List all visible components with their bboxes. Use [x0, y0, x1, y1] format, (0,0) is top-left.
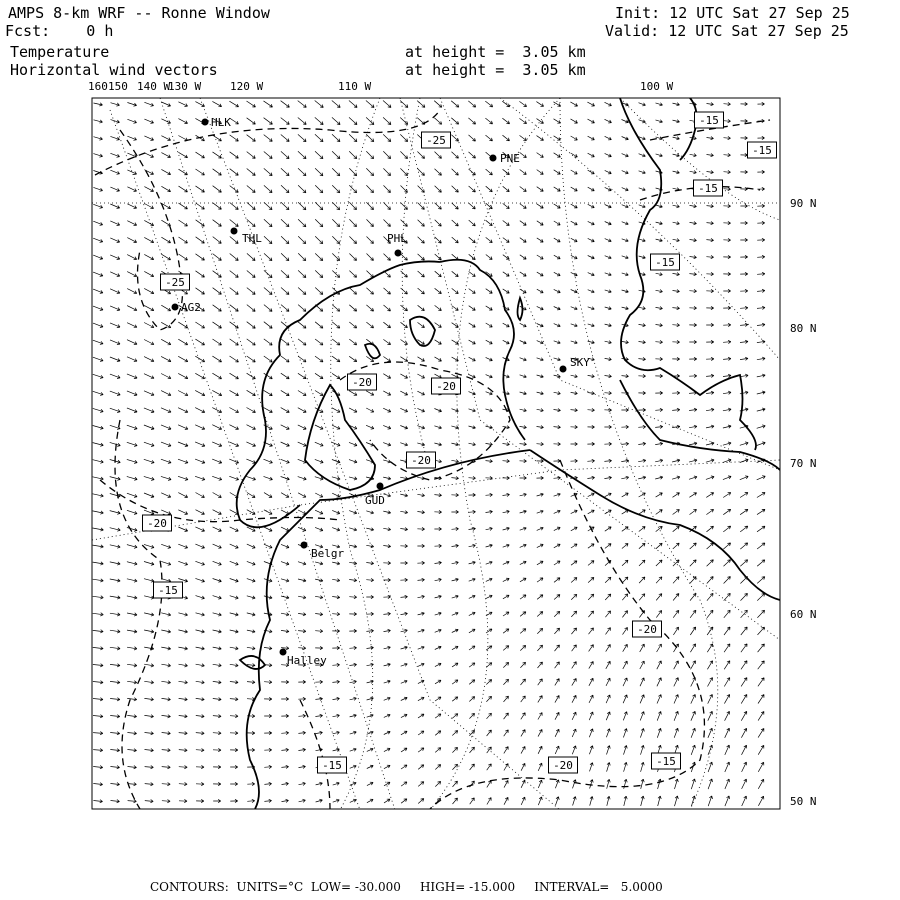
contour-labels [143, 112, 777, 773]
svg-text:-25: -25 [165, 276, 185, 289]
svg-text:SKY: SKY [570, 356, 590, 369]
lon-label: 160 [88, 80, 108, 93]
lon-label: 110 W [338, 80, 372, 93]
contour-label [422, 132, 451, 148]
svg-text:Halley: Halley [287, 654, 327, 667]
forecast-hour: Fcst: 0 h [5, 22, 114, 40]
valid-time: Valid: 12 UTC Sat 27 Sep 25 [605, 22, 849, 40]
longitude-labels [88, 80, 673, 93]
lon-label: 100 W [640, 80, 674, 93]
lat-label: 80 N [790, 322, 817, 335]
lat-label: 60 N [790, 608, 817, 621]
svg-text:-15: -15 [322, 759, 342, 772]
svg-text:GUD: GUD [365, 494, 385, 507]
latitude-labels [790, 197, 817, 808]
lon-label: 120 W [230, 80, 264, 93]
contour-label [695, 112, 724, 128]
contour-label [432, 378, 461, 394]
svg-text:-15: -15 [699, 114, 719, 127]
svg-text:-20: -20 [553, 759, 573, 772]
height-wind: at height = 3.05 km [405, 61, 586, 79]
station-sky [560, 356, 591, 373]
init-time: Init: 12 UTC Sat 27 Sep 25 [615, 4, 850, 22]
contour-label [694, 180, 723, 196]
coastline [237, 98, 780, 809]
contour-label [407, 452, 436, 468]
station-thl [231, 228, 263, 246]
lon-label: 130 W [168, 80, 202, 93]
lon-label: 140 W [137, 80, 171, 93]
contour-label [652, 753, 681, 769]
svg-text:-15: -15 [752, 144, 772, 157]
height-temperature: at height = 3.05 km [405, 43, 586, 61]
contour-label [633, 621, 662, 637]
contour-label [161, 274, 190, 290]
lon-label: 150 [108, 80, 128, 93]
svg-text:-15: -15 [656, 755, 676, 768]
station-pne [490, 152, 520, 165]
station-hlk [202, 116, 232, 129]
contour-label [318, 757, 347, 773]
svg-text:HLK: HLK [211, 116, 231, 129]
station-belgr [301, 542, 345, 561]
svg-text:-25: -25 [426, 134, 446, 147]
contour-label [549, 757, 578, 773]
station-ag2 [172, 301, 201, 314]
station-halley [280, 649, 328, 668]
stations [172, 116, 591, 667]
svg-text:-20: -20 [352, 376, 372, 389]
station-phl [387, 232, 407, 257]
field-wind: Horizontal wind vectors [10, 61, 218, 79]
contour-label [748, 142, 777, 158]
field-temperature: Temperature [10, 43, 110, 61]
lat-label: 50 N [790, 795, 817, 808]
svg-text:Belgr: Belgr [311, 547, 345, 560]
svg-text:-15: -15 [158, 584, 178, 597]
svg-text:-20: -20 [147, 517, 167, 530]
svg-text:PHL: PHL [387, 232, 407, 245]
svg-text:-20: -20 [411, 454, 431, 467]
svg-text:-20: -20 [436, 380, 456, 393]
svg-text:THL: THL [242, 232, 262, 245]
contour-label [143, 515, 172, 531]
lat-label: 70 N [790, 457, 817, 470]
svg-text:AG2: AG2 [181, 301, 201, 314]
contour-label [348, 374, 377, 390]
svg-text:-15: -15 [698, 182, 718, 195]
contour-label [154, 582, 183, 598]
lat-label: 90 N [790, 197, 817, 210]
svg-text:-15: -15 [655, 256, 675, 269]
map-title: AMPS 8-km WRF -- Ronne Window [8, 4, 270, 22]
contour-label [651, 254, 680, 270]
station-gud [365, 483, 385, 508]
svg-text:PNE: PNE [500, 152, 520, 165]
svg-text:-20: -20 [637, 623, 657, 636]
contour-legend: CONTOURS: UNITS=°C LOW= -30.000 HIGH= -15.000 INTERVAL= 5.0000 [150, 880, 663, 894]
